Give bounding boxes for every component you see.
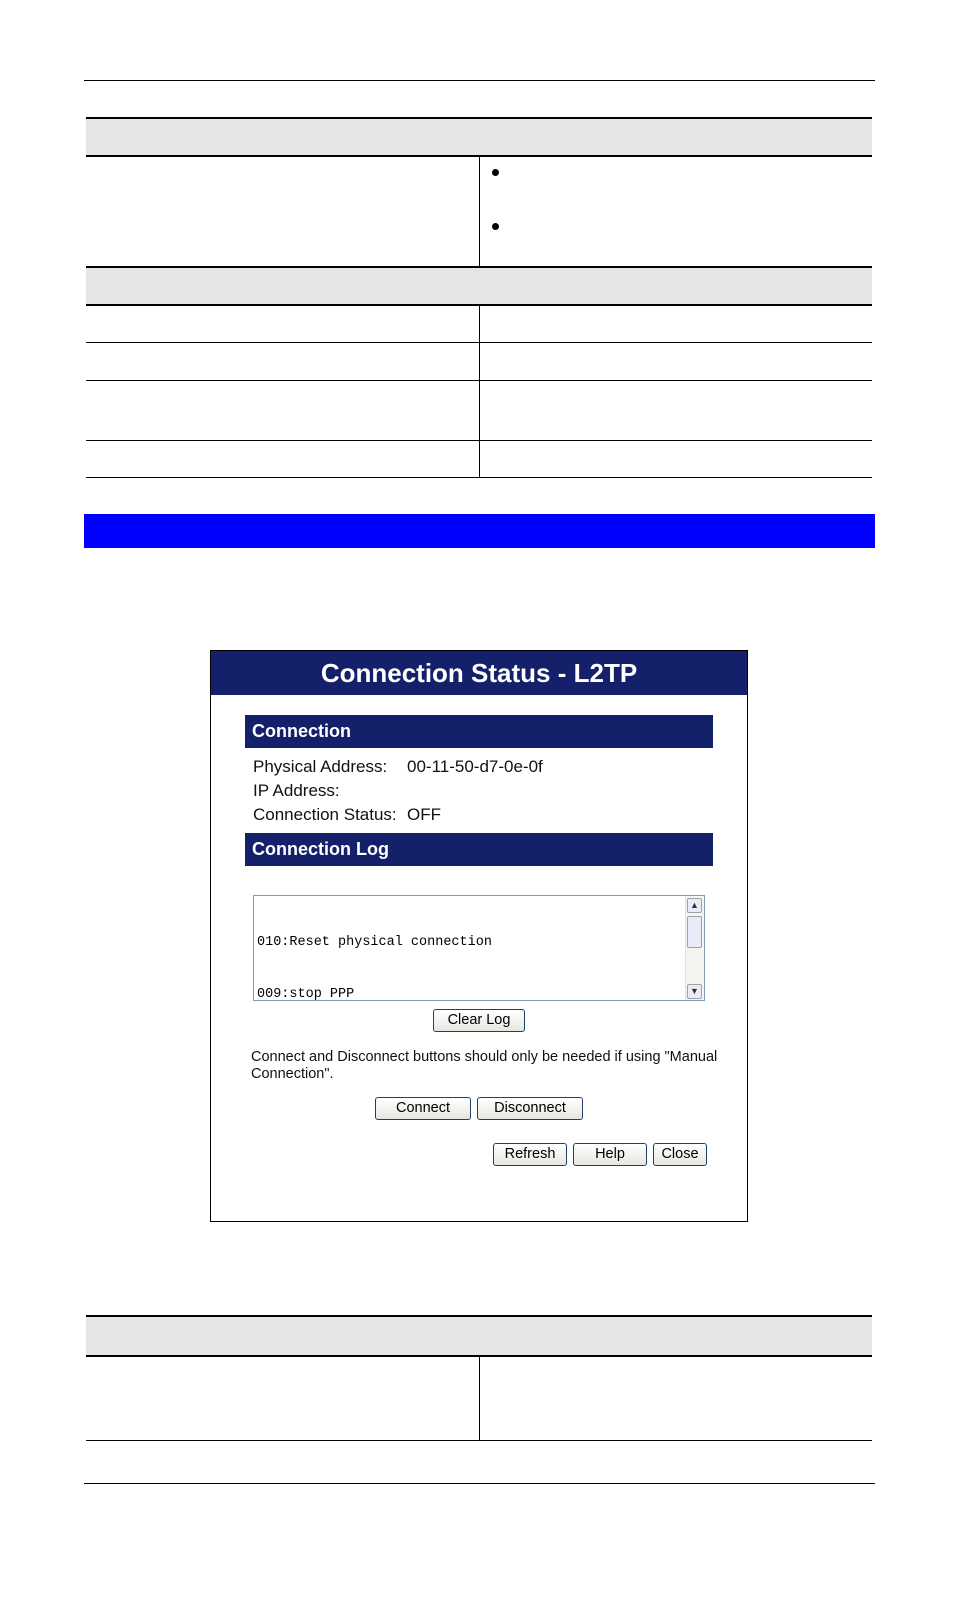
page-footer-rule (84, 1483, 875, 1484)
settings-table-top (86, 117, 872, 478)
table-row (86, 305, 872, 342)
ip-address-label: IP Address: (253, 781, 340, 800)
disconnect-button[interactable]: Disconnect (477, 1097, 583, 1120)
table-row (86, 342, 872, 380)
connection-status-label: Connection Status: (253, 805, 397, 824)
page-header-rule (84, 80, 875, 81)
log-line: 010:Reset physical connection (257, 935, 492, 951)
manual-connection-note: Connect and Disconnect buttons should only be needed if using "Manual Connection". (251, 1049, 718, 1082)
help-button[interactable]: Help (573, 1143, 647, 1166)
log-lines (257, 900, 581, 1001)
connection-status-window (210, 650, 748, 1222)
settings-table-bottom (86, 1315, 872, 1441)
bullet-icon (492, 169, 499, 176)
scroll-thumb[interactable] (687, 916, 702, 948)
table-row (86, 380, 872, 440)
scroll-down-icon[interactable]: ▼ (687, 984, 702, 999)
table-header-row (86, 118, 872, 156)
connect-button[interactable]: Connect (375, 1097, 471, 1120)
connection-section-header: Connection (245, 715, 713, 748)
connection-log-textarea[interactable] (253, 895, 705, 1001)
clear-log-button[interactable]: Clear Log (433, 1009, 525, 1032)
window-title: Connection Status - L2TP (211, 651, 747, 695)
close-button[interactable]: Close (653, 1143, 707, 1166)
bullet-icon (492, 223, 499, 230)
scroll-up-icon[interactable]: ▲ (687, 898, 702, 913)
physical-address-value: 00-11-50-d7-0e-0f (407, 757, 543, 776)
connection-status-value: OFF (407, 805, 441, 824)
table-header-row (86, 1316, 872, 1356)
table-row (86, 440, 872, 477)
physical-address-label: Physical Address: (253, 757, 388, 776)
table-row (86, 1356, 872, 1440)
physical-address-row (253, 756, 543, 778)
connection-log-section-header: Connection Log (245, 833, 713, 866)
connection-status-row (253, 804, 441, 826)
refresh-button[interactable]: Refresh (493, 1143, 567, 1166)
section-heading-bar (84, 514, 875, 548)
log-line: 009:stop PPP (257, 987, 355, 1001)
ip-address-row (253, 780, 407, 802)
table-row (86, 156, 872, 267)
table-header-row (86, 267, 872, 305)
log-scrollbar[interactable] (685, 896, 704, 1000)
